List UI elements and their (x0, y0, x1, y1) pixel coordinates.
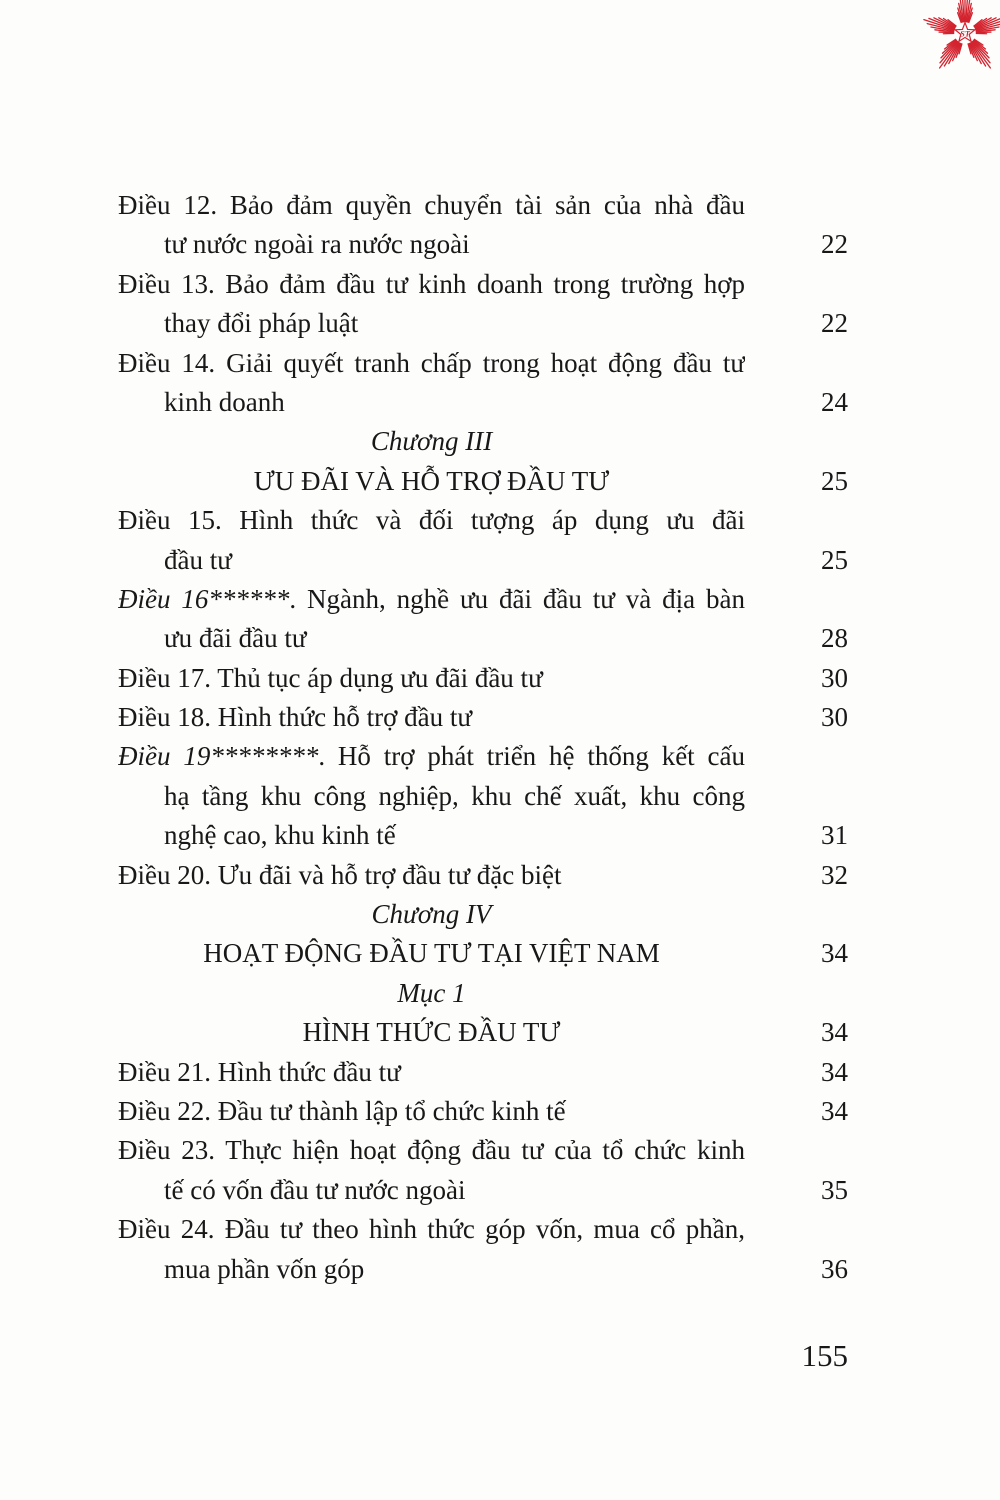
toc-page-number: 30 (821, 662, 848, 693)
toc-page-number: 24 (821, 386, 848, 417)
toc-row (118, 580, 848, 619)
toc-row (118, 974, 848, 1013)
toc-page-number: 22 (821, 229, 848, 260)
toc-entry-text: Điều 17. Thủ tục áp dụng ưu đãi đầu tư (118, 662, 543, 693)
publisher-starburst-logo-icon (918, 0, 1000, 80)
toc-row (118, 1053, 848, 1092)
toc-row (118, 541, 848, 580)
toc-entry-italic-lead: Điều 16****** (118, 583, 290, 614)
toc-row (118, 383, 848, 422)
toc-page-number: 34 (821, 1017, 848, 1048)
toc-entry-text: Điều 23. Thực hiện hoạt động đầu tư của tổ chức kinh (118, 1135, 745, 1166)
toc-page-number: 35 (821, 1174, 848, 1205)
toc-page-number: 36 (821, 1253, 848, 1284)
toc-entry-text: Điều 16******. Ngành, nghề ưu đãi đầu tư và địa bàn (118, 583, 745, 614)
toc-entry-text: nghệ cao, khu kinh tế (164, 820, 396, 851)
toc-page-number: 32 (821, 859, 848, 890)
toc-row (118, 659, 848, 698)
toc-entry-text: Điều 22. Đầu tư thành lập tổ chức kinh tế (118, 1095, 566, 1126)
toc-page-number: 34 (821, 938, 848, 969)
toc-page-number: 28 (821, 623, 848, 654)
toc-row (118, 1171, 848, 1210)
toc-page-number: 22 (821, 308, 848, 339)
toc-entry-italic-lead: Điều 19******** (118, 741, 319, 772)
toc-row (118, 856, 848, 895)
toc-page-number: 25 (821, 544, 848, 575)
folio-page-number: 155 (801, 1338, 848, 1373)
toc-page-number: 34 (821, 1056, 848, 1087)
toc-row (118, 344, 848, 383)
toc-row (118, 1131, 848, 1170)
toc-entry-text: HOẠT ĐỘNG ĐẦU TƯ TẠI VIỆT NAM (203, 938, 660, 969)
toc-entry-text: Điều 24. Đầu tư theo hình thức góp vốn, mua cổ phần, (118, 1214, 745, 1245)
toc-entry-text: hạ tầng khu công nghiệp, khu chế xuất, khu công (164, 780, 745, 811)
toc-row (118, 698, 848, 737)
toc-row (118, 934, 848, 973)
toc-row (118, 816, 848, 855)
toc-row (118, 1210, 848, 1249)
toc-entry-text: đầu tư (164, 544, 232, 575)
toc-entry-text: mua phần vốn góp (164, 1253, 365, 1284)
toc-entry-text: Điều 15. Hình thức và đối tượng áp dụng ưu đãi (118, 505, 745, 536)
toc-entry-text: Mục 1 (397, 977, 466, 1008)
toc-entry-text: Điều 20. Ưu đãi và hỗ trợ đầu tư đặc biệt (118, 859, 562, 890)
toc-page-number: 25 (821, 465, 848, 496)
toc-entry-text: Điều 21. Hình thức đầu tư (118, 1056, 401, 1087)
logo-monogram: ST (960, 28, 970, 39)
table-of-contents (118, 186, 848, 1289)
toc-entry-text: Điều 13. Bảo đảm đầu tư kinh doanh trong trường hợp (118, 268, 745, 299)
toc-row (118, 462, 848, 501)
toc-row (118, 619, 848, 658)
toc-entry-text: tế có vốn đầu tư nước ngoài (164, 1174, 466, 1205)
toc-row (118, 186, 848, 225)
toc-entry-text: Chương III (370, 426, 493, 457)
toc-entry-text: Chương IV (371, 899, 492, 930)
toc-entry-text: Điều 12. Bảo đảm quyền chuyển tài sản của nhà đầu (118, 190, 745, 220)
toc-entry-text: Điều 18. Hình thức hỗ trợ đầu tư (118, 702, 472, 733)
toc-entry-text: tư nước ngoài ra nước ngoài (164, 229, 470, 260)
toc-row (118, 1250, 848, 1289)
toc-row (118, 225, 848, 264)
toc-row (118, 1092, 848, 1131)
toc-page-number: 30 (821, 702, 848, 733)
toc-entry-text: HÌNH THỨC ĐẦU TƯ (302, 1017, 561, 1048)
toc-row (118, 1013, 848, 1052)
toc-row (118, 304, 848, 343)
toc-page-number: 34 (821, 1095, 848, 1126)
toc-row (118, 501, 848, 540)
toc-row (118, 422, 848, 461)
toc-entry-text: ưu đãi đầu tư (164, 623, 307, 654)
toc-entry-text: Điều 19********. Hỗ trợ phát triển hệ thống kết cấu (118, 741, 745, 772)
toc-entry-text: kinh doanh (164, 386, 285, 417)
toc-page-number: 31 (821, 820, 848, 851)
toc-row (118, 265, 848, 304)
toc-entry-text: Điều 14. Giải quyết tranh chấp trong hoạt động đầu tư (118, 347, 745, 378)
toc-row (118, 737, 848, 776)
toc-entry-text: thay đổi pháp luật (164, 308, 359, 339)
toc-row (118, 895, 848, 934)
toc-row (118, 777, 848, 816)
toc-entry-text: ƯU ĐÃI VÀ HỖ TRỢ ĐẦU TƯ (253, 465, 610, 496)
